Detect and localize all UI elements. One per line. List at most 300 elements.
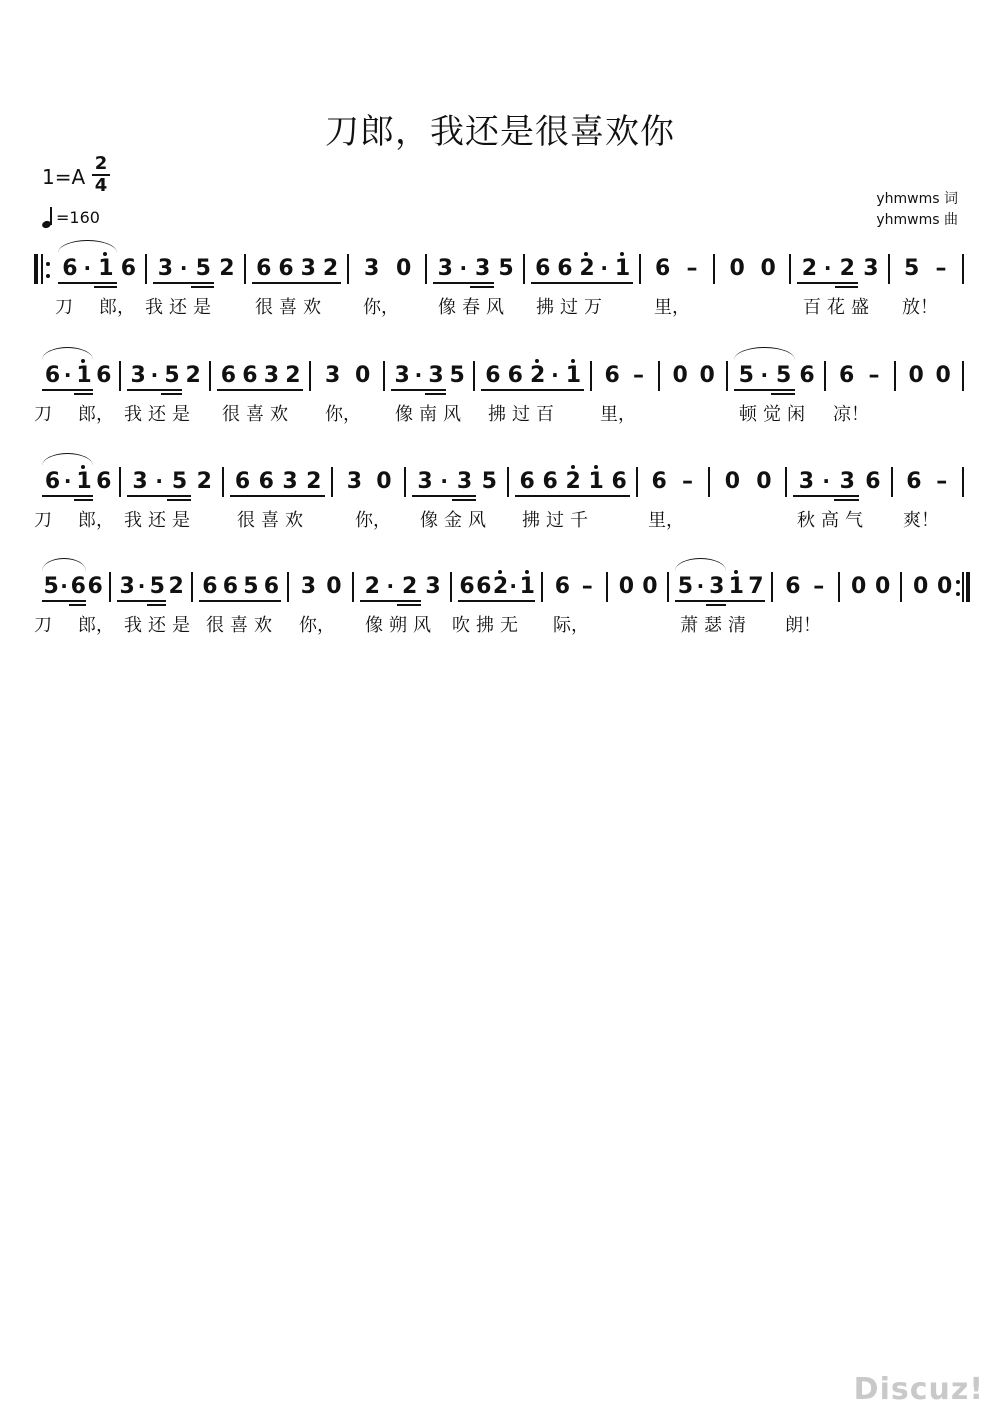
note: 1 bbox=[519, 574, 535, 599]
note: 6 bbox=[120, 256, 137, 281]
lyric-syllable: 风 bbox=[486, 297, 504, 318]
beam-underline bbox=[153, 282, 214, 284]
lyric-syllable: 千 bbox=[570, 510, 588, 531]
lyric-syllable: 拂 bbox=[536, 297, 554, 318]
note: 1 bbox=[76, 363, 92, 388]
beam-underline-double bbox=[452, 499, 477, 501]
time-signature-top: 2 bbox=[94, 153, 108, 174]
beam-underline bbox=[793, 495, 859, 497]
note: 6 bbox=[799, 363, 815, 388]
beam-underline bbox=[412, 495, 476, 497]
barline bbox=[119, 467, 121, 497]
barline bbox=[962, 254, 964, 284]
note: 2 bbox=[579, 256, 595, 281]
note: 0 bbox=[935, 363, 951, 388]
lyric-syllable: 万 bbox=[584, 297, 602, 318]
lyric-syllable: 很 bbox=[255, 297, 273, 318]
augmentation-dot: · bbox=[150, 363, 159, 387]
note: 6 bbox=[459, 574, 475, 599]
lyric-syllable: 盛 bbox=[851, 297, 869, 318]
lyric-syllable: 你， bbox=[325, 404, 361, 425]
note: 0 bbox=[376, 469, 392, 494]
score-line-2 bbox=[0, 357, 1000, 447]
note: 6 bbox=[519, 469, 535, 494]
lyric-syllable: 我 bbox=[124, 615, 142, 636]
beam-underline bbox=[230, 495, 325, 497]
beam-underline bbox=[127, 389, 182, 391]
note: 6 bbox=[655, 256, 671, 281]
beam-underline bbox=[515, 495, 630, 497]
beam-underline bbox=[391, 389, 446, 391]
note: 2 bbox=[801, 256, 818, 281]
lyric-syllable: 喜 bbox=[279, 297, 297, 318]
note: – bbox=[935, 256, 947, 281]
note: – bbox=[868, 363, 880, 388]
octave-high-dot bbox=[525, 570, 529, 574]
note: 3 bbox=[132, 469, 148, 494]
lyric-syllable: 风 bbox=[468, 510, 486, 531]
note: 5 bbox=[498, 256, 514, 281]
beam-underline bbox=[252, 282, 341, 284]
note: – bbox=[633, 363, 644, 388]
score-line-3 bbox=[0, 463, 1000, 553]
octave-high-dot bbox=[620, 252, 624, 256]
lyric-syllable: 拂 bbox=[488, 404, 506, 425]
note: 6 bbox=[278, 256, 294, 281]
beam-underline-double bbox=[74, 393, 94, 395]
barline bbox=[119, 361, 121, 391]
barline bbox=[507, 467, 509, 497]
barline bbox=[838, 572, 840, 602]
lyric-syllable: 像 bbox=[420, 510, 438, 531]
barline bbox=[352, 572, 354, 602]
beam-underline bbox=[481, 389, 584, 391]
lyric-syllable: 朗！ bbox=[785, 615, 821, 636]
note: 0 bbox=[937, 574, 953, 599]
barline bbox=[191, 572, 193, 602]
note: 6 bbox=[87, 574, 103, 599]
note: 6 bbox=[542, 469, 558, 494]
octave-high-dot bbox=[535, 359, 539, 363]
note: 6 bbox=[906, 469, 922, 494]
note: 6 bbox=[611, 469, 627, 494]
note: 6 bbox=[242, 363, 258, 388]
octave-high-dot bbox=[498, 570, 502, 574]
note: 3 bbox=[798, 469, 815, 494]
beam-underline bbox=[42, 495, 93, 497]
lyric-syllable: 拂 bbox=[522, 510, 540, 531]
note: 0 bbox=[355, 363, 371, 388]
note: 0 bbox=[642, 574, 658, 599]
augmentation-dot: · bbox=[440, 469, 448, 493]
note: 3 bbox=[364, 256, 380, 281]
lyric-syllable: 是 bbox=[172, 615, 190, 636]
time-signature bbox=[92, 155, 110, 195]
barline bbox=[287, 572, 289, 602]
note: 3 bbox=[839, 469, 855, 494]
note: 1 bbox=[588, 469, 604, 494]
note: 2 bbox=[839, 256, 855, 281]
note: 0 bbox=[699, 363, 715, 388]
note: 1 bbox=[98, 256, 114, 281]
note: 3 bbox=[394, 363, 410, 388]
note: 6 bbox=[865, 469, 881, 494]
beam-underline bbox=[127, 495, 191, 497]
lyric-syllable: 际， bbox=[553, 615, 589, 636]
augmentation-dot: · bbox=[83, 256, 92, 280]
barline bbox=[222, 467, 224, 497]
note: 0 bbox=[618, 574, 635, 599]
tempo-value: =160 bbox=[56, 207, 100, 227]
note: 3 bbox=[428, 363, 444, 388]
note: 3 bbox=[119, 574, 135, 599]
score-line-1 bbox=[0, 250, 1000, 340]
note: 3 bbox=[437, 256, 453, 281]
barline bbox=[894, 361, 896, 391]
note: 5 bbox=[149, 574, 165, 599]
note: 6 bbox=[256, 256, 272, 281]
beam-underline bbox=[675, 600, 765, 602]
note: 0 bbox=[908, 363, 924, 388]
augmentation-dot: · bbox=[63, 363, 72, 387]
lyric-syllable: 像 bbox=[395, 404, 413, 425]
note: 2 bbox=[529, 363, 546, 388]
augmentation-dot: · bbox=[459, 256, 468, 280]
augmentation-dot: · bbox=[509, 574, 518, 598]
beam-underline-double bbox=[397, 604, 420, 606]
barline bbox=[771, 572, 773, 602]
note: 6 bbox=[202, 574, 218, 599]
lyric-syllable: 清 bbox=[728, 615, 746, 636]
note: 3 bbox=[282, 469, 298, 494]
note: 6 bbox=[44, 469, 61, 494]
note: 3 bbox=[863, 256, 879, 281]
lyric-syllable: 闲 bbox=[787, 404, 805, 425]
lyric-syllable: 瑟 bbox=[704, 615, 722, 636]
lyric-syllable: 百 bbox=[536, 404, 554, 425]
lyricist-credit: yhmwms 词 bbox=[876, 191, 958, 207]
note: 0 bbox=[724, 469, 741, 494]
lyric-syllable: 郎， bbox=[78, 404, 114, 425]
lyric-syllable: 很 bbox=[206, 615, 224, 636]
barline bbox=[658, 361, 660, 391]
barline bbox=[309, 361, 311, 391]
note: 6 bbox=[222, 574, 239, 599]
note: 6 bbox=[263, 574, 280, 599]
song-title: 刀郎，我还是很喜欢你 bbox=[325, 112, 675, 152]
barline bbox=[541, 572, 543, 602]
note: 5 bbox=[449, 363, 465, 388]
note: 5 bbox=[171, 469, 188, 494]
beam-underline-double bbox=[69, 604, 86, 606]
note: 5 bbox=[738, 363, 754, 388]
note: 3 bbox=[325, 363, 341, 388]
beam-underline bbox=[531, 282, 633, 284]
note: 6 bbox=[535, 256, 551, 281]
beam-underline-double bbox=[470, 286, 493, 288]
lyric-syllable: 里， bbox=[654, 297, 690, 318]
lyric-syllable: 无 bbox=[500, 615, 518, 636]
lyric-syllable: 拂 bbox=[476, 615, 494, 636]
barline bbox=[708, 467, 710, 497]
lyric-syllable: 你， bbox=[299, 615, 335, 636]
slur bbox=[675, 558, 726, 571]
slur bbox=[58, 240, 117, 253]
note: 6 bbox=[554, 574, 571, 599]
beam-underline-double bbox=[706, 604, 726, 606]
note: 3 bbox=[709, 574, 725, 599]
lyric-syllable: 过 bbox=[560, 297, 578, 318]
lyric-syllable: 是 bbox=[193, 297, 211, 318]
note: 2 bbox=[306, 469, 322, 494]
barline bbox=[590, 361, 592, 391]
note: 2 bbox=[219, 256, 235, 281]
lyric-syllable: 喜 bbox=[261, 510, 279, 531]
note: 5 bbox=[904, 256, 920, 281]
note: 6 bbox=[96, 469, 112, 494]
quarter-note-icon bbox=[42, 206, 54, 228]
barline bbox=[41, 254, 43, 284]
repeat-dot bbox=[956, 592, 960, 596]
repeat-end-barline bbox=[966, 572, 970, 602]
beam-underline bbox=[58, 282, 117, 284]
note: 5 bbox=[776, 363, 792, 388]
lyric-syllable: 喜 bbox=[246, 404, 264, 425]
beam-underline bbox=[42, 389, 93, 391]
note: 0 bbox=[913, 574, 929, 599]
note: 1 bbox=[728, 574, 744, 599]
barline bbox=[962, 572, 964, 602]
lyric-syllable: 觉 bbox=[763, 404, 781, 425]
note: 2 bbox=[168, 574, 184, 599]
lyric-syllable: 郎， bbox=[78, 615, 114, 636]
note: 6 bbox=[476, 574, 492, 599]
lyric-syllable: 郎， bbox=[78, 510, 114, 531]
augmentation-dot: · bbox=[414, 363, 423, 387]
note: 6 bbox=[234, 469, 251, 494]
augmentation-dot: · bbox=[823, 256, 832, 280]
note: 6 bbox=[651, 469, 667, 494]
barline bbox=[425, 254, 427, 284]
barline bbox=[713, 254, 715, 284]
beam-underline-double bbox=[771, 393, 794, 395]
lyric-syllable: 刀 bbox=[34, 510, 52, 531]
barline bbox=[473, 361, 475, 391]
lyric-syllable: 过 bbox=[512, 404, 530, 425]
note: 3 bbox=[157, 256, 174, 281]
beam-underline bbox=[117, 600, 166, 602]
note: 6 bbox=[258, 469, 274, 494]
note: 5 bbox=[243, 574, 259, 599]
octave-high-dot bbox=[594, 465, 598, 469]
lyric-syllable: 爽！ bbox=[903, 510, 939, 531]
augmentation-dot: · bbox=[822, 469, 831, 493]
barline bbox=[789, 254, 791, 284]
octave-high-dot bbox=[571, 359, 575, 363]
note: 6 bbox=[604, 363, 620, 388]
lyric-syllable: 喜 bbox=[230, 615, 248, 636]
note: 0 bbox=[729, 256, 745, 281]
lyric-syllable: 气 bbox=[845, 510, 863, 531]
lyric-syllable: 春 bbox=[462, 297, 480, 318]
lyric-syllable: 郎， bbox=[99, 297, 135, 318]
lyric-syllable: 百 bbox=[803, 297, 821, 318]
barline bbox=[109, 572, 111, 602]
beam-underline bbox=[360, 600, 421, 602]
note: 5 bbox=[43, 574, 59, 599]
note: 1 bbox=[565, 363, 582, 388]
barline bbox=[450, 572, 452, 602]
beam-underline bbox=[42, 600, 86, 602]
note: – bbox=[936, 469, 948, 494]
repeat-dot bbox=[956, 580, 960, 584]
augmentation-dot: · bbox=[179, 256, 188, 280]
barline bbox=[962, 467, 964, 497]
beam-underline-double bbox=[835, 286, 859, 288]
note: 6 bbox=[785, 574, 801, 599]
lyric-syllable: 很 bbox=[222, 404, 240, 425]
note: 0 bbox=[756, 469, 772, 494]
lyric-syllable: 高 bbox=[821, 510, 839, 531]
lyric-syllable: 里， bbox=[600, 404, 636, 425]
lyric-syllable: 里， bbox=[648, 510, 684, 531]
note: 1 bbox=[76, 469, 92, 494]
beam-underline-double bbox=[834, 499, 860, 501]
slur bbox=[42, 347, 93, 360]
note: 6 bbox=[70, 574, 86, 599]
lyric-syllable: 刀 bbox=[55, 297, 73, 318]
barline bbox=[145, 254, 147, 284]
lyric-syllable: 凉！ bbox=[833, 404, 869, 425]
key-signature: 1=A bbox=[42, 165, 86, 189]
barline bbox=[900, 572, 902, 602]
lyric-syllable: 顿 bbox=[739, 404, 757, 425]
barline bbox=[962, 361, 964, 391]
lyric-syllable: 朔 bbox=[389, 615, 407, 636]
barline bbox=[383, 361, 385, 391]
beam-underline-double bbox=[425, 393, 446, 395]
slur bbox=[42, 558, 86, 571]
augmentation-dot: · bbox=[600, 256, 608, 280]
note: 6 bbox=[557, 256, 573, 281]
lyric-syllable: 你， bbox=[363, 297, 399, 318]
octave-high-dot bbox=[734, 570, 738, 574]
note: 7 bbox=[748, 574, 764, 599]
augmentation-dot: · bbox=[60, 574, 68, 598]
lyric-syllable: 欢 bbox=[270, 404, 288, 425]
beam-underline bbox=[458, 600, 535, 602]
note: 0 bbox=[851, 574, 867, 599]
lyric-syllable: 花 bbox=[827, 297, 845, 318]
barline bbox=[639, 254, 641, 284]
beam-underline bbox=[217, 389, 303, 391]
lyric-syllable: 我 bbox=[124, 404, 142, 425]
barline bbox=[726, 361, 728, 391]
lyric-syllable: 还 bbox=[148, 615, 166, 636]
barline bbox=[636, 467, 638, 497]
note: 0 bbox=[672, 363, 688, 388]
augmentation-dot: · bbox=[137, 574, 146, 598]
note: 3 bbox=[346, 469, 363, 494]
lyric-syllable: 还 bbox=[148, 510, 166, 531]
lyric-syllable: 像 bbox=[365, 615, 383, 636]
note: 3 bbox=[417, 469, 433, 494]
lyric-syllable: 是 bbox=[172, 510, 190, 531]
lyric-syllable: 我 bbox=[145, 297, 163, 318]
lyric-syllable: 你， bbox=[355, 510, 391, 531]
note: 2 bbox=[285, 363, 301, 388]
beam-underline bbox=[199, 600, 281, 602]
note: – bbox=[686, 256, 698, 281]
slur bbox=[42, 453, 93, 466]
barline bbox=[824, 361, 826, 391]
beam-underline-double bbox=[191, 286, 215, 288]
beam-underline bbox=[433, 282, 494, 284]
beam-underline-double bbox=[147, 604, 166, 606]
barline bbox=[785, 467, 787, 497]
beam-underline bbox=[734, 389, 795, 391]
score-line-4 bbox=[0, 568, 1000, 658]
lyric-syllable: 很 bbox=[237, 510, 255, 531]
lyric-syllable: 刀 bbox=[34, 404, 52, 425]
note: – bbox=[581, 574, 593, 599]
note: 6 bbox=[44, 363, 61, 388]
watermark: Discuz! bbox=[853, 1372, 984, 1407]
beam-underline-double bbox=[94, 286, 117, 288]
barline bbox=[891, 467, 893, 497]
beam-underline-double bbox=[167, 499, 192, 501]
lyric-syllable: 萧 bbox=[680, 615, 698, 636]
note: 3 bbox=[263, 363, 280, 388]
beam-underline-double bbox=[74, 499, 94, 501]
note: 2 bbox=[402, 574, 418, 599]
note: 6 bbox=[220, 363, 237, 388]
composer-credit: yhmwms 曲 bbox=[876, 212, 958, 228]
note: 2 bbox=[364, 574, 380, 599]
augmentation-dot: · bbox=[63, 469, 72, 493]
augmentation-dot: · bbox=[696, 574, 705, 598]
note: 5 bbox=[195, 256, 211, 281]
barline bbox=[347, 254, 349, 284]
lyric-syllable: 风 bbox=[413, 615, 431, 636]
note: 6 bbox=[96, 363, 112, 388]
lyric-syllable: 像 bbox=[438, 297, 456, 318]
lyric-syllable: 南 bbox=[419, 404, 437, 425]
note: 3 bbox=[300, 574, 317, 599]
repeat-start-barline bbox=[34, 254, 38, 284]
note: 2 bbox=[492, 574, 509, 599]
barline bbox=[331, 467, 333, 497]
lyric-syllable: 放！ bbox=[902, 297, 938, 318]
note: 3 bbox=[475, 256, 491, 281]
note: 0 bbox=[396, 256, 412, 281]
note: 5 bbox=[677, 574, 694, 599]
lyric-syllable: 风 bbox=[443, 404, 461, 425]
note: 6 bbox=[62, 256, 78, 281]
note: 0 bbox=[875, 574, 891, 599]
octave-high-dot bbox=[571, 465, 575, 469]
note: 6 bbox=[839, 363, 855, 388]
barline bbox=[404, 467, 406, 497]
barline bbox=[888, 254, 890, 284]
augmentation-dot: · bbox=[760, 363, 769, 387]
lyric-syllable: 我 bbox=[124, 510, 142, 531]
barline bbox=[523, 254, 525, 284]
repeat-dot bbox=[46, 274, 50, 278]
lyric-syllable: 欢 bbox=[254, 615, 272, 636]
note: 3 bbox=[456, 469, 473, 494]
barline bbox=[244, 254, 246, 284]
